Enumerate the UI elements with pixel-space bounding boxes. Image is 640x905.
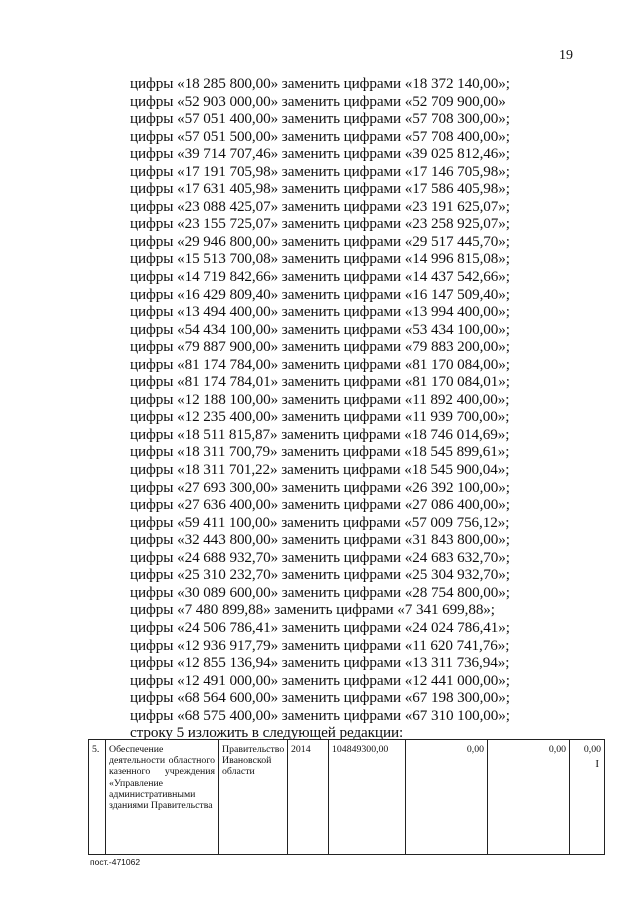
amendment-line: цифры «39 714 707,46» заменить цифрами «39 025 812,46»;: [130, 145, 510, 163]
amendment-line: цифры «12 936 917,79» заменить цифрами «11 620 741,76»;: [130, 636, 510, 654]
amendment-line: цифры «14 719 842,66» заменить цифрами «14 437 542,66»;: [130, 268, 510, 286]
amendment-line: цифры «17 191 705,98» заменить цифрами «17 146 705,98»;: [130, 162, 510, 180]
amendment-line: цифры «27 693 300,00» заменить цифрами «26 392 100,00»;: [130, 478, 510, 496]
amendment-line: цифры «15 513 700,08» заменить цифрами «14 996 815,08»;: [130, 250, 510, 268]
row-mark: I: [595, 758, 599, 771]
amendment-line: цифры «29 946 800,00» заменить цифрами «29 517 445,70»;: [130, 232, 510, 250]
page-number: 19: [559, 48, 573, 63]
amendment-line: цифры «32 443 800,00» заменить цифрами «31 843 800,00»;: [130, 531, 510, 549]
amendment-line: цифры «18 311 701,22» заменить цифрами «18 545 900,04»;: [130, 461, 510, 479]
amendment-line: цифры «25 310 232,70» заменить цифрами «25 304 932,70»;: [130, 566, 510, 584]
amendment-line: цифры «17 631 405,98» заменить цифрами «17 586 405,98»;: [130, 180, 510, 198]
amendment-line: цифры «13 494 400,00» заменить цифрами «13 994 400,00»;: [130, 303, 510, 321]
amendment-line: цифры «18 311 700,79» заменить цифрами «18 545 899,61»;: [130, 443, 510, 461]
amendment-line: цифры «59 411 100,00» заменить цифрами «57 009 756,12»;: [130, 513, 510, 531]
amendment-line: цифры «30 089 600,00» заменить цифрами «28 754 800,00»;: [130, 583, 510, 601]
amendment-line: цифры «12 188 100,00» заменить цифрами «11 892 400,00»;: [130, 390, 510, 408]
row-value3-text: 0,00: [583, 744, 601, 755]
amendment-line: цифры «18 285 800,00» заменить цифрами «18 372 140,00»;: [130, 75, 510, 92]
table-row: [89, 740, 605, 855]
amendment-line: цифры «23 155 725,07» заменить цифрами «23 258 925,07»;: [130, 215, 510, 233]
row-value1-cell: 0,00: [406, 740, 488, 855]
amendment-line: цифры «57 051 500,00» заменить цифрами «57 708 400,00»;: [130, 127, 510, 145]
amendment-line: цифры «23 088 425,07» заменить цифрами «23 191 625,07»;: [130, 197, 510, 215]
amendment-line: цифры «27 636 400,00» заменить цифрами «27 086 400,00»;: [130, 496, 510, 514]
amendment-line: цифры «24 688 932,70» заменить цифрами «24 683 632,70»;: [130, 548, 510, 566]
amendment-line: цифры «81 174 784,01» заменить цифрами «81 170 084,01»;: [130, 373, 510, 391]
amendment-line: цифры «12 491 000,00» заменить цифрами «12 441 000,00»;: [130, 671, 510, 689]
row-total-cell: 104849300,00: [329, 740, 406, 855]
amendment-line: цифры «12 855 136,94» заменить цифрами «13 311 736,94»;: [130, 654, 510, 672]
row-value3-cell: [570, 740, 605, 855]
amendment-line: цифры «57 051 400,00» заменить цифрами «57 708 300,00»;: [130, 110, 510, 128]
row-agency-cell: Правительство Ивановской области: [219, 740, 288, 855]
amendment-line: цифры «18 511 815,87» заменить цифрами «18 746 014,69»;: [130, 425, 510, 443]
row-number-cell: 5.: [89, 740, 106, 855]
amendment-line: цифры «54 434 100,00» заменить цифрами «53 434 100,00»;: [130, 320, 510, 338]
table-row-5: [88, 739, 605, 855]
row-name-cell: Обеспечение деятельности областного казенного учреждения «Управление административными зданиями Правительства: [106, 740, 219, 855]
amendment-line: цифры «52 903 000,00» заменить цифрами «52 709 900,00»: [130, 92, 506, 110]
row-value2-cell: 0,00: [488, 740, 570, 855]
amendment-line: строку 5 изложить в следующей редакции:: [130, 724, 404, 742]
amendment-lines: [130, 75, 530, 742]
amendment-line: цифры «12 235 400,00» заменить цифрами «11 939 700,00»;: [130, 408, 510, 426]
amendment-line: цифры «16 429 809,40» заменить цифрами «16 147 509,40»;: [130, 285, 510, 303]
amendment-line: цифры «81 174 784,00» заменить цифрами «81 170 084,00»;: [130, 355, 510, 373]
amendment-line: цифры «68 575 400,00» заменить цифрами «67 310 100,00»;: [130, 706, 510, 724]
row-year-cell: 2014: [288, 740, 329, 855]
amendment-line: цифры «68 564 600,00» заменить цифрами «67 198 300,00»;: [130, 689, 510, 707]
amendment-line: цифры «24 506 786,41» заменить цифрами «24 024 786,41»;: [130, 618, 510, 636]
amendment-line: цифры «79 887 900,00» заменить цифрами «79 883 200,00»;: [130, 338, 510, 356]
footer-code: пост.-471062: [90, 857, 141, 867]
amendment-line: цифры «7 480 899,88» заменить цифрами «7 341 699,88»;: [130, 601, 495, 619]
